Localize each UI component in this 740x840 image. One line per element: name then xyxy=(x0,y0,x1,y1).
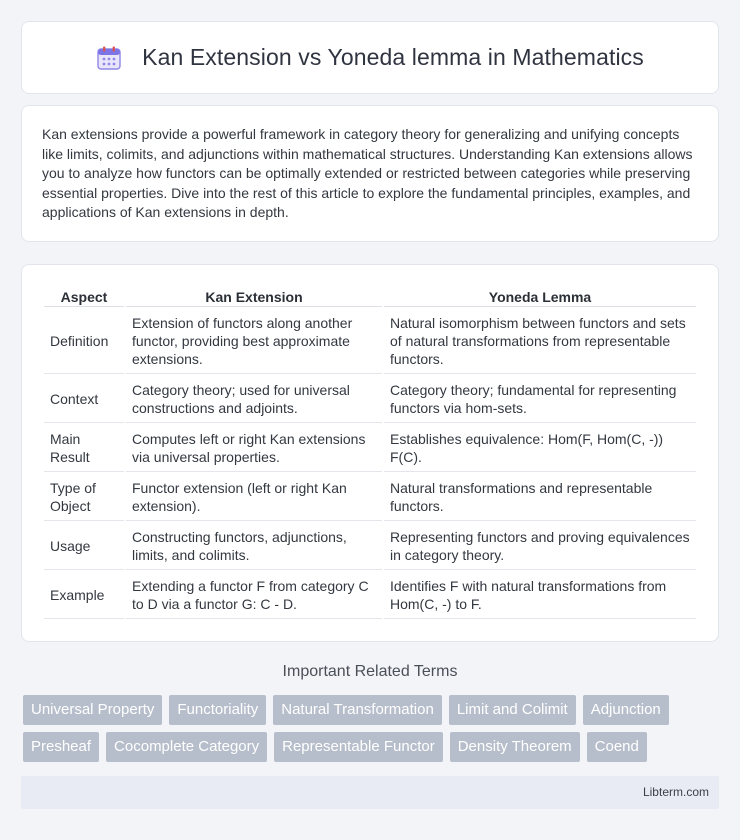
cell-yoneda: Identifies F with natural transformations from Hom(C, -) to F. xyxy=(384,572,696,619)
cell-aspect: Example xyxy=(44,572,124,619)
tag-limit-and-colimit[interactable]: Limit and Colimit xyxy=(449,695,576,725)
calendar-icon xyxy=(96,45,122,71)
title-card xyxy=(21,21,719,94)
cell-yoneda: Category theory; fundamental for representing functors via hom-sets. xyxy=(384,376,696,423)
table-row xyxy=(44,376,696,423)
table-row xyxy=(44,425,696,472)
header-aspect: Aspect xyxy=(44,285,124,307)
tag-coend[interactable]: Coend xyxy=(587,732,647,762)
footer xyxy=(21,776,719,809)
intro-paragraph: Kan extensions provide a powerful framework in category theory for generalizing and unifying concepts like limits, colimits, and adjunctions within mathematical structures. Understanding Kan extensions allows you to analyze how functors can be optimally extended or restricted between categories while preserving essential properties. Dive into the rest of this article to explore the fundamental principles, examples, and applications of Kan extensions in depth. xyxy=(42,126,693,220)
cell-yoneda: Representing functors and proving equivalences in category theory. xyxy=(384,523,696,570)
intro-card xyxy=(21,105,719,242)
tag-adjunction[interactable]: Adjunction xyxy=(583,695,669,725)
cell-kan: Category theory; used for universal constructions and adjoints. xyxy=(126,376,382,423)
table-header-row xyxy=(44,285,696,307)
page-title: Kan Extension vs Yoneda lemma in Mathematics xyxy=(142,44,644,70)
table-row xyxy=(44,523,696,570)
cell-aspect: Context xyxy=(44,376,124,423)
related-terms-title: Important Related Terms xyxy=(282,663,458,680)
cell-yoneda: Natural transformations and representable functors. xyxy=(384,474,696,521)
related-terms-list xyxy=(23,695,723,769)
tag-presheaf[interactable]: Presheaf xyxy=(23,732,99,762)
cell-kan: Extending a functor F from category C to D via a functor G: C - D. xyxy=(126,572,382,619)
cell-yoneda: Establishes equivalence: Hom(F, Hom(C, -)) F(C). xyxy=(384,425,696,472)
tag-universal-property[interactable]: Universal Property xyxy=(23,695,162,725)
comparison-card xyxy=(21,264,719,642)
comparison-table xyxy=(42,283,698,621)
cell-aspect: Main Result xyxy=(44,425,124,472)
cell-kan: Functor extension (left or right Kan extension). xyxy=(126,474,382,521)
tag-density-theorem[interactable]: Density Theorem xyxy=(450,732,580,762)
cell-kan: Extension of functors along another functor, providing best approximate extensions. xyxy=(126,309,382,374)
tag-functoriality[interactable]: Functoriality xyxy=(169,695,266,725)
tag-representable-functor[interactable]: Representable Functor xyxy=(274,732,443,762)
table-row xyxy=(44,474,696,521)
cell-aspect: Type of Object xyxy=(44,474,124,521)
cell-aspect: Usage xyxy=(44,523,124,570)
tag-natural-transformation[interactable]: Natural Transformation xyxy=(273,695,442,725)
tag-cocomplete-category[interactable]: Cocomplete Category xyxy=(106,732,267,762)
cell-aspect: Definition xyxy=(44,309,124,374)
cell-yoneda: Natural isomorphism between functors and sets of natural transformations from representable functors. xyxy=(384,309,696,374)
table-row xyxy=(44,572,696,619)
cell-kan: Constructing functors, adjunctions, limits, and colimits. xyxy=(126,523,382,570)
cell-kan: Computes left or right Kan extensions via universal properties. xyxy=(126,425,382,472)
table-row xyxy=(44,309,696,374)
header-yoneda-lemma: Yoneda Lemma xyxy=(384,285,696,307)
header-kan-extension: Kan Extension xyxy=(126,285,382,307)
footer-site-link[interactable]: Libterm.com xyxy=(642,785,709,799)
